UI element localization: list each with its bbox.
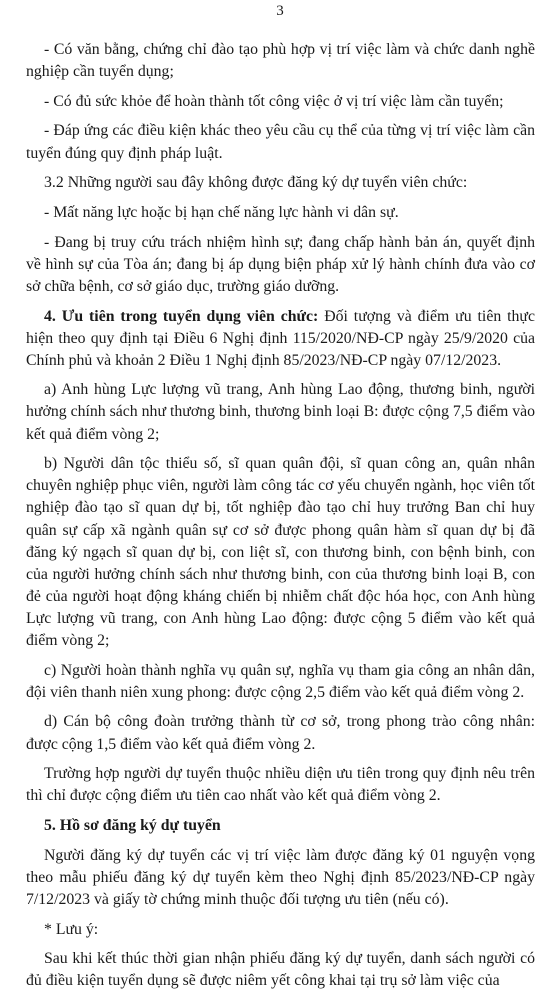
- paragraph-section-3-2: 3.2 Những người sau đây không được đăng ký dự tuyển viên chức:: [44, 174, 468, 192]
- note-body: Sau khi kết thúc thời gian nhận phiếu đăng ký dự tuyển, danh sách người có đủ điều kiện tuyển dụng sẽ được niêm yết công khai tại trụ sở làm việc của: [26, 950, 535, 990]
- document-body: [26, 39, 535, 1000]
- paragraph-criminal-liability: - Đang bị truy cứu trách nhiệm hình sự; đang chấp hành bản án, quyết định về hình sự của Tòa án; đang bị áp dụng biện pháp xử lý hành chính đưa vào cơ sở chữa bệnh, cơ sở giáo dục, trường giáo dưỡng.: [26, 233, 535, 295]
- priority-item-c: c) Người hoàn thành nghĩa vụ quân sự, nghĩa vụ tham gia công an nhân dân, đội viên thanh niên xung phong: được cộng 2,5 điểm vào kết quả điểm vòng 2.: [26, 661, 535, 701]
- priority-item-a: a) Anh hùng Lực lượng vũ trang, Anh hùng Lao động, thương binh, người hưởng chính sách như thương binh, thương binh loại B: được cộng 7,5 điểm vào kết quả điểm vòng 2;: [26, 381, 535, 443]
- page-number: 3: [276, 3, 284, 19]
- paragraph-other-conditions: - Đáp ứng các điều kiện khác theo yêu cầu cụ thể của từng vị trí việc làm cần tuyển đúng quy định pháp luật.: [26, 122, 535, 162]
- priority-item-b: b) Người dân tộc thiểu số, sĩ quan quân đội, sĩ quan công an, quân nhân chuyên nghiệp phục viên, người làm công tác cơ yếu chuyển ngành, học viên tốt nghiệp đào tạo sĩ quan dự bị, tốt nghiệp đào tạo chỉ huy trưởng Ban chỉ huy quân sự cấp xã ngành quân sự cơ sở được phong quân hàm sĩ quan dự bị đã đăng ký ngạch sĩ quan dự bị, con liệt sĩ, con thương binh, con bệnh binh, con của người hưởng chính sách như thương binh, con của thương binh loại B, con đẻ của người hoạt động kháng chiến bị nhiễm chất độc hóa học, con Anh hùng Lực lượng vũ trang, con Anh hùng Lao động: được cộng 5 điểm vào kết quả điểm vòng 2;: [26, 455, 535, 649]
- section-4-paragraph: [26, 306, 535, 372]
- section-4-intro: Đối tượng và điểm ưu tiên thực hiện theo quy định tại Điều 6 Nghị định 115/2020/NĐ-CP ngày 25/9/2020 của Chính phủ và khoản 2 Điều 1 Nghị định 85/2023/NĐ-CP ngày 07/12/2023.: [26, 307, 535, 369]
- paragraph-qualification: - Có văn bằng, chứng chỉ đào tạo phù hợp vị trí việc làm và chức danh nghề nghiệp cần tuyển dụng;: [26, 41, 535, 81]
- paragraph-health: - Có đủ sức khỏe để hoàn thành tốt công việc ở vị trí việc làm cần tuyển;: [44, 92, 504, 110]
- priority-item-d: d) Cán bộ công đoàn trưởng thành từ cơ sở, trong phong trào công nhân: được cộng 1,5 điểm vào kết quả điểm vòng 2.: [26, 713, 535, 753]
- priority-multiple-note: Trường hợp người dự tuyển thuộc nhiều diện ưu tiên trong quy định nêu trên thì chỉ được cộng điểm ưu tiên cao nhất vào kết quả điểm vòng 2.: [26, 765, 535, 805]
- section-4-heading: 4. Ưu tiên trong tuyển dụng viên chức:: [44, 307, 319, 325]
- paragraph-civil-capacity: - Mất năng lực hoặc bị hạn chế năng lực hành vi dân sự.: [44, 203, 399, 221]
- section-5-body: Người đăng ký dự tuyển các vị trí việc làm được đăng ký 01 nguyện vọng theo mẫu phiếu đăng ký dự tuyển kèm theo Nghị định 85/2023/NĐ-CP ngày 7/12/2023 và giấy tờ chứng minh thuộc đối tượng ưu tiên (nếu có).: [26, 846, 535, 908]
- note-label: * Lưu ý:: [44, 920, 99, 938]
- section-5-heading: 5. Hồ sơ đăng ký dự tuyển: [44, 817, 221, 835]
